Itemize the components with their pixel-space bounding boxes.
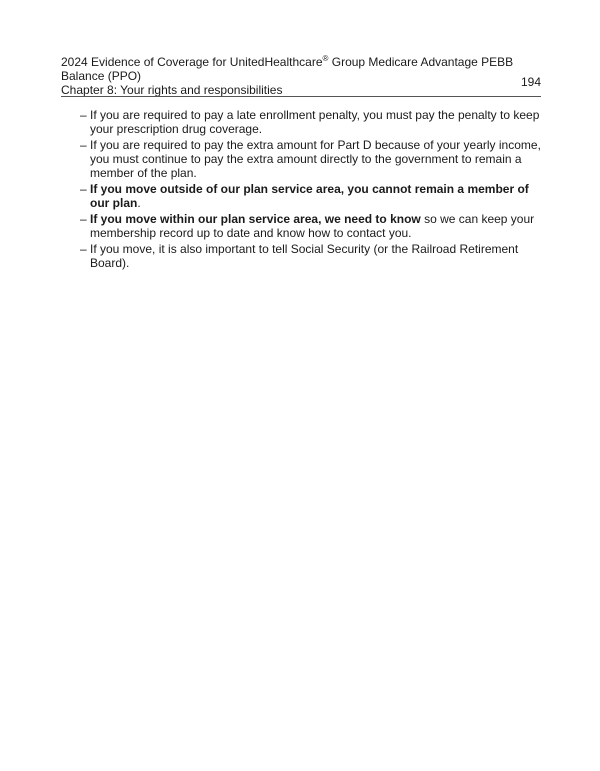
- list-item-bold-text: If you move outside of our plan service area, you cannot remain a member of our plan: [90, 182, 529, 210]
- dash-bullet: –: [80, 212, 87, 226]
- document-title-rest: Group Medicare Advantage PEBB Balance (PPO): [61, 55, 514, 83]
- registered-mark: ®: [322, 54, 329, 63]
- list-item-text: If you are required to pay a late enrollment penalty, you must pay the penalty to keep your prescription drug coverage.: [90, 108, 540, 136]
- list-item-text: so we can keep your membership record up to date and know how to contact you.: [90, 212, 535, 240]
- list-item-text: If you are required to pay the extra amount for Part D because of your yearly income, you must continue to pay the extra amount directly to the government to remain a member of the plan.: [90, 138, 541, 180]
- document-title: [61, 52, 531, 83]
- dash-bullet: –: [80, 108, 87, 122]
- dash-bullet: –: [80, 242, 87, 256]
- dash-bullet: –: [80, 182, 87, 196]
- list-item-bold-text: If you move within our plan service area, we need to know: [90, 212, 421, 226]
- list-item: [80, 138, 542, 180]
- list-item-text: If you move, it is also important to tell Social Security (or the Railroad Retirement Board).: [90, 242, 519, 270]
- list-item-text: .: [137, 196, 141, 210]
- list-item: [80, 242, 542, 270]
- list-item: [80, 212, 542, 240]
- dash-bullet: –: [80, 138, 87, 152]
- list-item: [80, 108, 542, 136]
- page-header: [61, 52, 541, 97]
- page-number: 194: [520, 75, 541, 89]
- chapter-title: Chapter 8: Your rights and responsibilities: [61, 83, 283, 97]
- document-title-main: 2024 Evidence of Coverage for UnitedHealthcare: [61, 55, 323, 69]
- header-divider: [61, 96, 541, 97]
- page-content: [80, 108, 542, 272]
- list-item: [80, 182, 542, 210]
